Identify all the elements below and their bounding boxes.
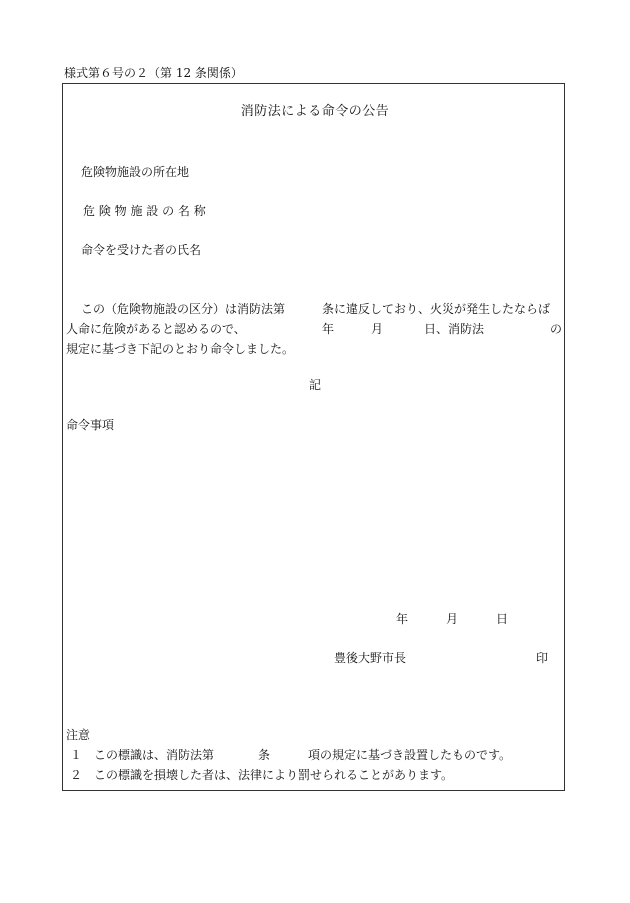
note-1-text-c: 項の規定に基づき設置したものです。 [308, 748, 512, 762]
note-1-number: １ [70, 748, 83, 762]
form-frame [62, 83, 565, 791]
body-line2-no: の [550, 322, 563, 336]
kigo-mark: 記 [308, 378, 321, 392]
body-line2-day: 日、消防法 [424, 322, 485, 336]
note-2-text: この標識を損壊した者は、法律により罰せられることがあります。 [94, 768, 454, 782]
form-number: 様式第６号の２（第 12 条関係） [64, 66, 243, 80]
body-line2-a: 人命に危険があると認めるので、 [66, 322, 246, 336]
body-line3: 規定に基づき下記のとおり命令しました。 [66, 342, 295, 356]
notice-title: 消防法による命令の公告 [240, 104, 390, 119]
notes-heading: 注意 [66, 728, 91, 742]
date-day: 日 [496, 612, 509, 626]
body-line1-b: 条に違反しており、火災が発生したならば [322, 302, 551, 316]
note-2-number: ２ [70, 768, 83, 782]
note-1-text-a: この標識は、消防法第 [94, 748, 215, 762]
body-line1-a: この（危険物施設の区分）は消防法第 [81, 302, 286, 316]
issuer-title: 豊後大野市長 [334, 651, 407, 665]
date-month: 月 [446, 612, 459, 626]
date-year: 年 [396, 612, 409, 626]
body-line2-year: 年 [322, 322, 335, 336]
body-line2-month: 月 [371, 322, 384, 336]
order-items-label: 命令事項 [66, 418, 115, 432]
field-recipient-label: 命令を受けた者の氏名 [81, 243, 202, 257]
field-location-label: 危険物施設の所在地 [81, 165, 190, 179]
note-1-text-b: 条 [258, 748, 271, 762]
seal-mark: 印 [536, 651, 549, 665]
field-name-label: 危 険 物 施 設 の 名 称 [83, 204, 206, 218]
